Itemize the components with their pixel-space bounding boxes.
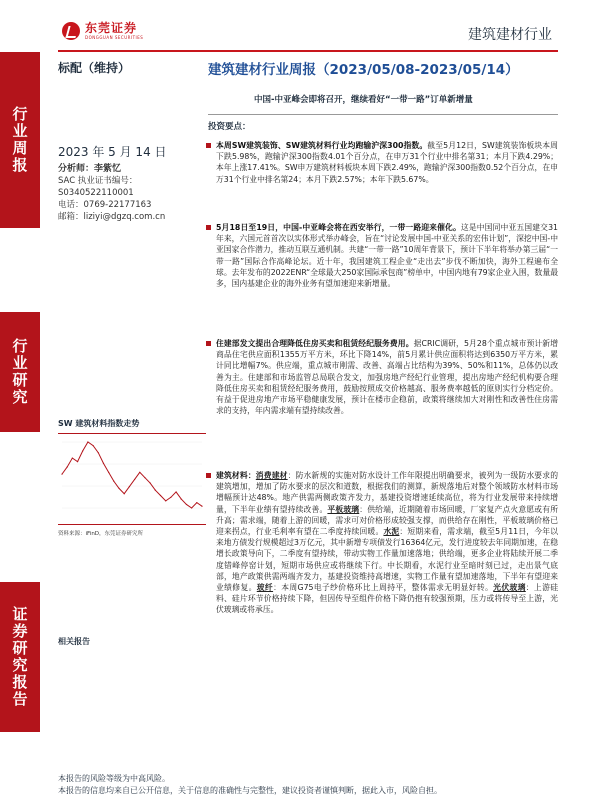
chart-point	[165, 500, 166, 501]
brand-name-cn: 东莞证券	[85, 21, 138, 35]
key-point-1-heading: 本周SW建筑装饰、SW建筑材料行业均跑输沪深300指数。	[216, 141, 428, 150]
chart-point	[61, 474, 62, 475]
chart-point	[144, 477, 145, 478]
chart-point	[72, 457, 73, 458]
pv-glass-label: 光伏玻璃	[493, 583, 526, 593]
analyst-info	[58, 163, 165, 223]
chart-point	[155, 490, 156, 491]
chart-point	[98, 452, 99, 453]
source-disclaimer: 本报告的信息均来自已公开信息，关于信息的准确性与完整性，建议投资者谨慎判断，据此入市，风险自担。	[58, 786, 442, 795]
bullet-icon	[206, 473, 211, 478]
chart-point	[134, 479, 135, 480]
chart-point	[93, 445, 94, 446]
chart-point	[150, 482, 151, 483]
license-number: S0340522110001	[58, 188, 134, 198]
chart-point	[196, 502, 197, 503]
chart-point	[82, 450, 83, 451]
bullet-icon	[206, 225, 211, 230]
index-chart	[58, 418, 206, 537]
chart-point	[191, 507, 192, 508]
chart-point	[186, 504, 187, 505]
key-point-1-text: 截至5月12日，SW建筑装饰板块本周下跌5.98%，跑输沪深300指数4.01个百分点，在申万31个行业中排名第31；本月下跌4.29%；本年上涨17.41%。SW申万建筑材料板块本周下跌2.49%，跑输沪深300指数0.52个百分点，在申万31个行业中排名第24；本月下跌2.57%；本年下跌5.67%。	[216, 141, 558, 184]
pv-glass-text: ：上游硅料、硅片环节价格持续下降，但因传导至组件价格下降仍抱有较强预期，压力或将传导至上游，光伏玻璃或将承压。	[216, 583, 559, 615]
glass-fiber-label: 玻纤	[256, 583, 274, 593]
chart-point	[124, 493, 125, 494]
email[interactable]: 邮箱：liziyi@dgzq.com.cn	[58, 212, 166, 222]
brand-logo	[62, 22, 143, 40]
key-point-2	[216, 222, 558, 289]
chart-point	[160, 495, 161, 496]
key-points-title: 投资要点：	[208, 122, 251, 132]
bullet-icon	[206, 143, 211, 148]
consumer-materials-text: ：防水新规的实施对防水设计工作年限提出明确要求，被列为一级防水要求的建筑增加，增加了防水要求的层次和道数，根据我们的测算，新规落地后对整个领域防水材料市场增幅预计达48%。地产供需两侧政策齐发力，基建投资增速延续高位，将为行业发展带来持续增量，下半年业绩有望持续改善。	[216, 471, 559, 514]
bullet-icon	[206, 341, 211, 346]
chart-point	[103, 463, 104, 464]
chart-point	[139, 472, 140, 473]
chart-point	[87, 441, 88, 442]
chart-point	[77, 461, 78, 462]
chart-point	[201, 506, 202, 507]
chart-point	[129, 486, 130, 487]
chart-plot	[58, 434, 206, 516]
brand-logo-icon	[62, 22, 80, 40]
key-point-2-text: 这是中国同中亚五国建交31年来，六国元首首次以实体形式举办峰会，旨在“讨论发展中国-中亚关系的宏伟计划”，深挖中国-中亚国家合作潜力，推动互联互通机制。共建“一带一路”10周年背景下，预计下半年将举办第三届“一带一路”国际合作高峰论坛。近十年，我国建筑工程企业“走出去”步伐不断加快，海外工程遍布全球。去年发布的2022ENR“全球最大250家国际承包商”榜单中，中国内地有79家企业入围，数量最多，国内基建企业的海外业务有望加速迎来新增量。	[216, 223, 559, 289]
glass-fiber-text: ：本周G75电子纱价格环比上周持平，整体需求无明显好转。	[273, 583, 494, 593]
cement-text: ：短期来看，需求端，截至5月11日，今年以来地方债发行规模超过3万亿元，其中新增专项债发行16364亿元，发行进度较去年同期加速，在稳增长政策导向下，二季度有望持续，带动实物工作量加速落地；供给端，更多企业将陆续开展二季度错峰停窑计划，短期市场供应或将继续下行。中长期看，水泥行业至暗时刻已过，走出景气底部，地产政策供需两端齐发力，基建投资维持高增速，实物工作量有望加速落地，下半年有望迎来业绩修复。	[216, 527, 558, 593]
flat-glass-text: ：供给端，近期随着市场回暖，厂家复产点火意愿或有所升高；需求端，随着上游的回暖，需求可对价格形成较强支撑，而供给存在刚性，平板玻璃价格已迎来拐点，行业毛利率有望在二季度持续回暖。	[216, 504, 559, 537]
chart-point	[175, 491, 176, 492]
brand-name-en: DONGGUAN SECURITIES	[85, 35, 144, 40]
chart-point	[108, 472, 109, 473]
report-subtitle: 中国-中亚峰会即将召开，继续看好“一带一路”订单新增量	[254, 95, 473, 105]
risk-level: 本报告的风险等级为中高风险。	[58, 774, 170, 783]
sidebar-label-report: 证券研究报告	[0, 582, 40, 732]
key-point-4-heading: 建筑材料：	[216, 471, 256, 480]
key-point-2-heading: 5月18日至19日，中国-中亚峰会将在西安举行，一带一路迎来催化。	[216, 223, 461, 232]
footer-disclaimer	[58, 773, 442, 797]
phone: 电话：0769-22177163	[58, 200, 152, 210]
analyst-name: 分析师：李紫忆	[58, 164, 122, 174]
chart-point	[67, 466, 68, 467]
header-divider	[58, 50, 558, 52]
sidebar-label-weekly: 行业周报	[0, 52, 40, 228]
report-date: 2023 年 5 月 14 日	[58, 145, 167, 159]
license-label: SAC 执业证书编号：	[58, 176, 138, 186]
cement-label: 水泥	[383, 527, 400, 537]
chart-point	[113, 481, 114, 482]
key-point-1	[216, 140, 558, 185]
sidebar-label-research: 行业研究	[0, 312, 40, 432]
chart-point	[170, 497, 171, 498]
flat-glass-label: 平板玻璃	[327, 504, 360, 514]
chart-point	[118, 488, 119, 489]
chart-point	[181, 498, 182, 499]
related-reports[interactable]: 相关报告	[58, 637, 90, 646]
key-point-3-text: 据CRIC调研，5月28个重点城市预计新增商品住宅供应面积1355万平方米，环比下降14%，前5月累计供应面积将达到6350万平方米，累计同比增幅7%。供应端，重点城市刚需、改善、高端占比结构为39%、50%和11%，总体仍以改善为主。住建部和市场监管总局联合发文，加强房地产经纪行业管理，提出房地产经纪机构要合理降低住房买卖和租赁经纪服务费用，鼓励按照成交价格越高、服务费率越低的原则实行分档定价。有益于促进房地产市场平稳健康发展，预计在楼市企稳前，政策将继续加大对刚性和改善性住房需求的支持，年内需求端有望持续改善。	[216, 339, 558, 416]
report-title: 建筑建材行业周报（2023/05/08-2023/05/14）	[208, 62, 519, 78]
subtitle-divider	[208, 114, 558, 115]
chart-divider-bottom	[58, 524, 206, 525]
consumer-materials-label: 消费建材	[255, 471, 288, 480]
chart-title: SW 建筑材料指数走势	[58, 419, 140, 428]
key-point-3	[216, 338, 558, 416]
chart-source: 资料来源：iFinD，东莞证券研究所	[58, 531, 144, 537]
rating: 标配（维持）	[58, 61, 131, 75]
key-point-3-heading: 住建部发文提出合理降低住房买卖和租赁经纪服务费用。	[216, 339, 414, 348]
key-point-4	[216, 470, 558, 616]
industry-title: 建筑建材行业	[468, 27, 552, 43]
